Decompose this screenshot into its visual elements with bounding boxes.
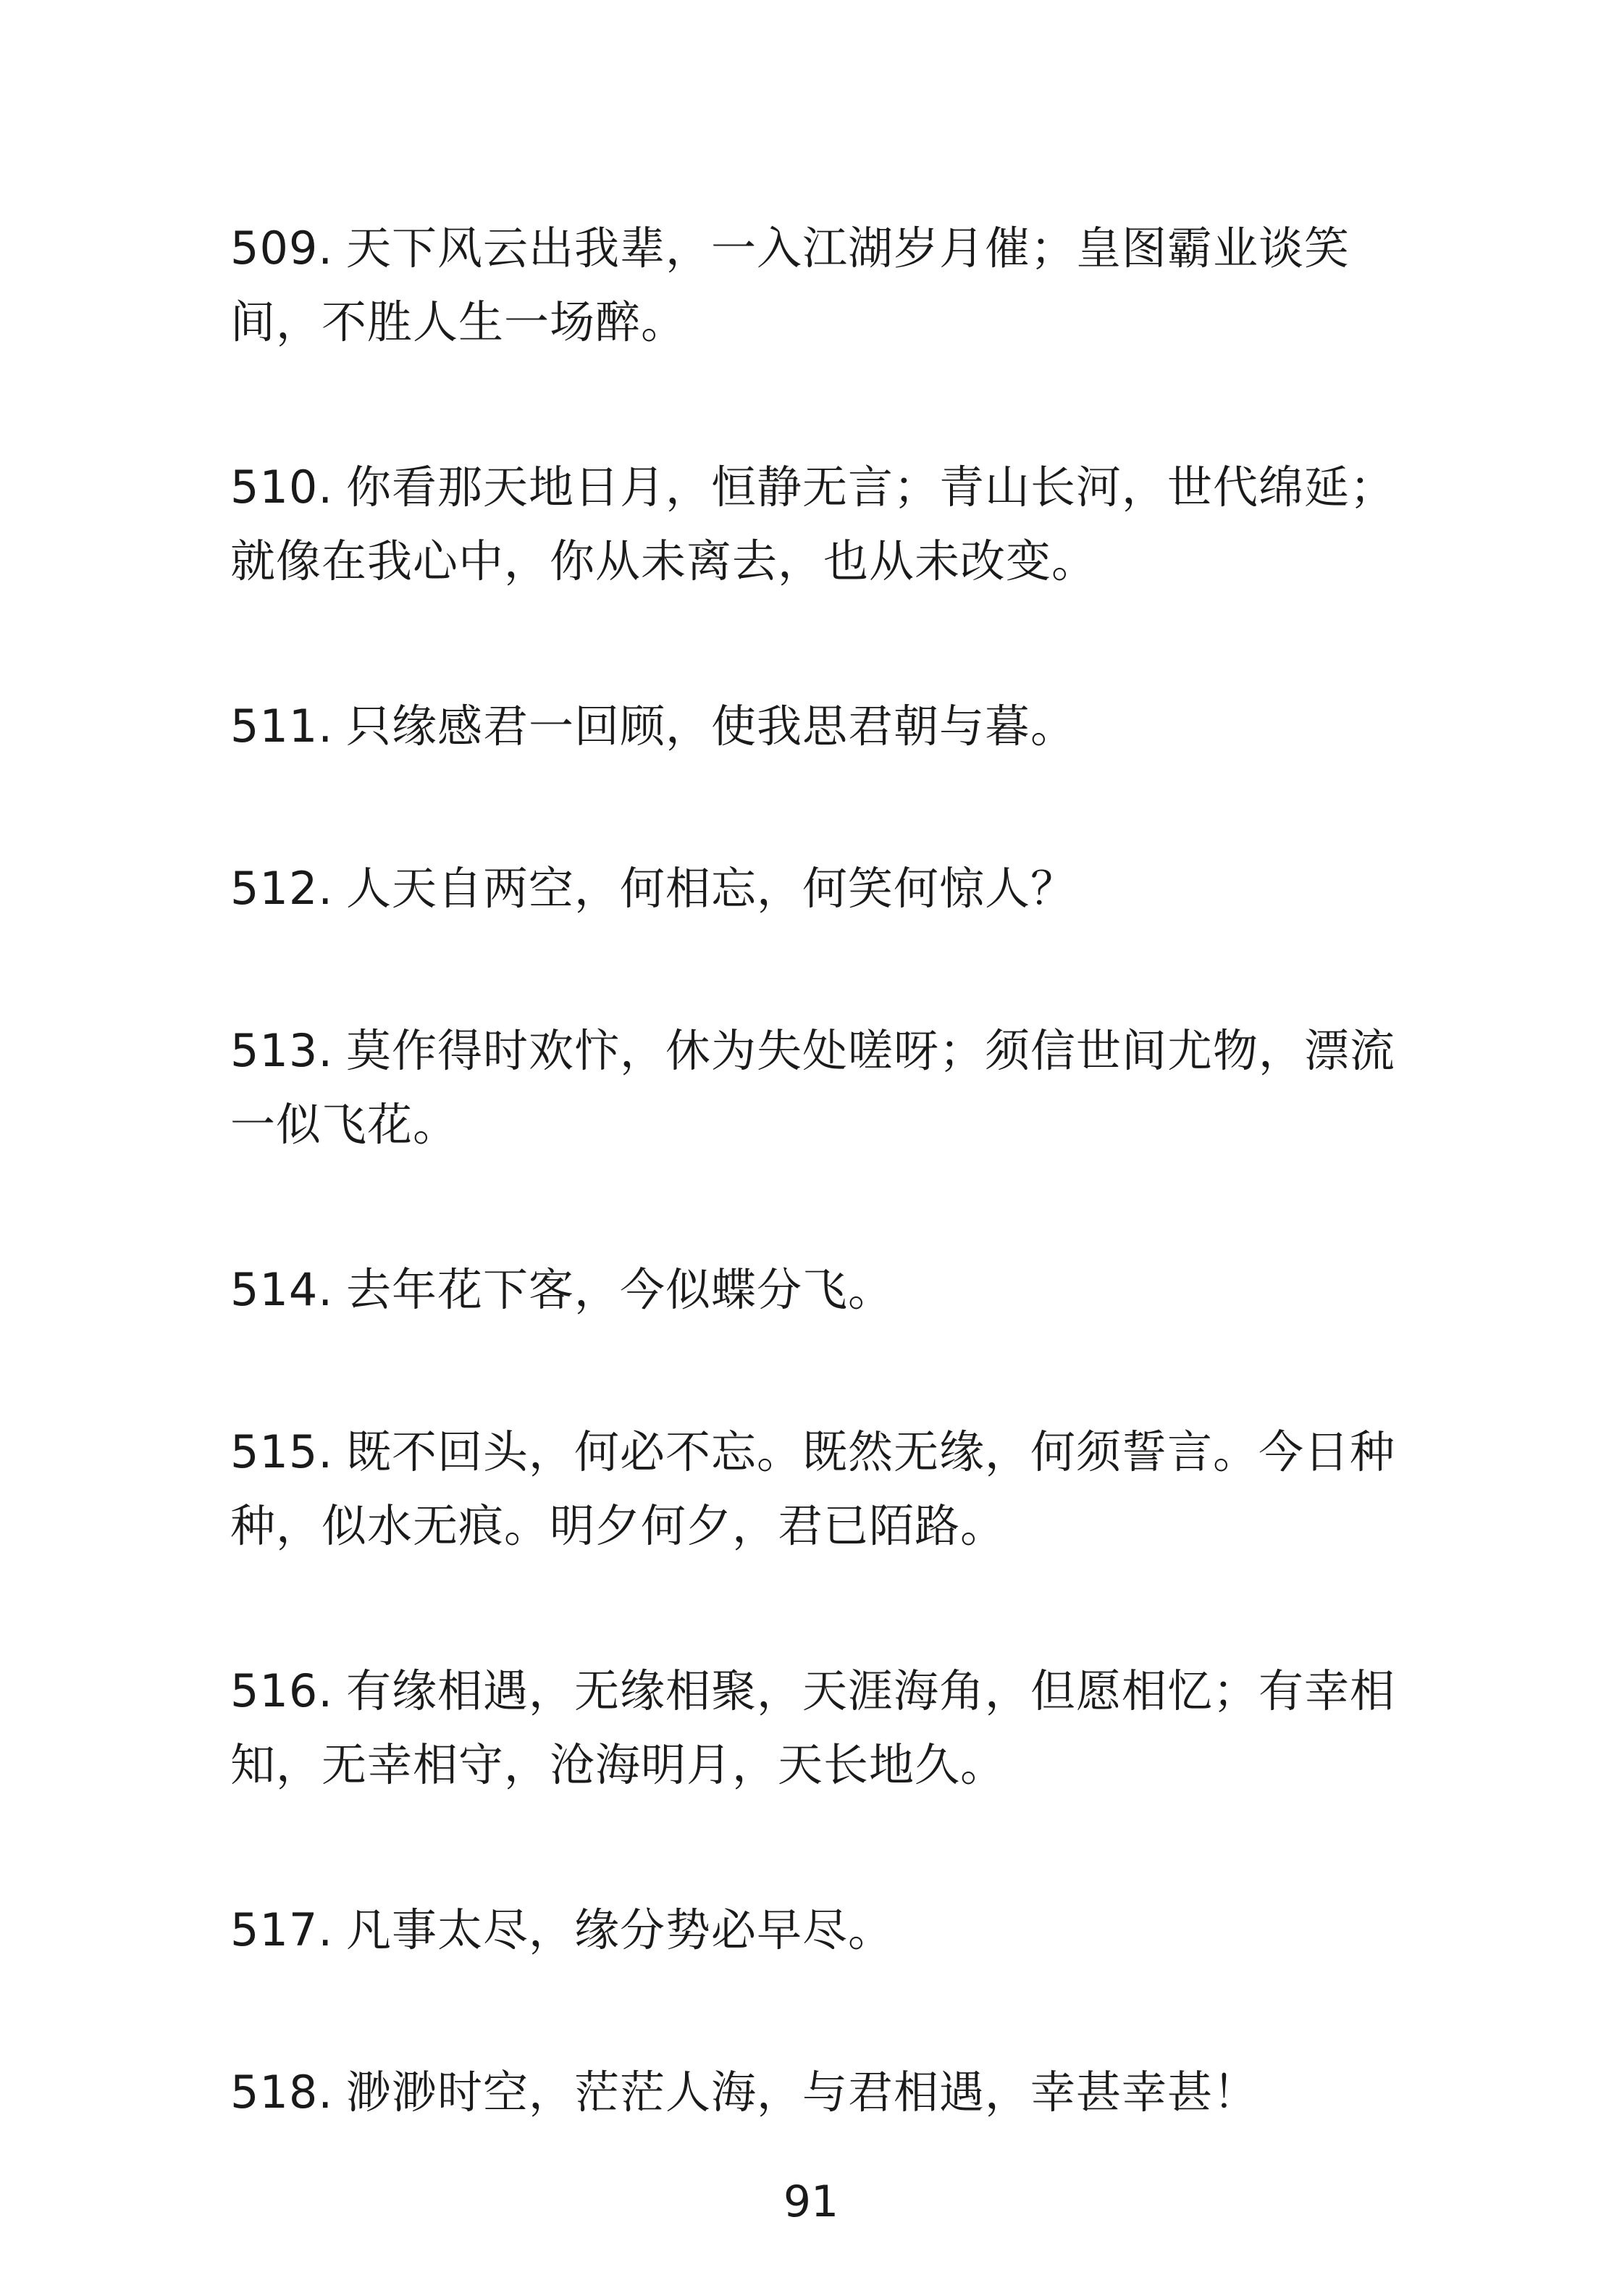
entry-text: 莫作得时欢忭，休为失处嗟呀；须信世间尤物，漂流一似飞花。 — [230, 1024, 1396, 1151]
entry-text: 既不回头，何必不忘。既然无缘，何须誓言。今日种种，似水无痕。明夕何夕，君已陌路。 — [230, 1425, 1396, 1552]
entry-text: 你看那天地日月，恒静无言；青山长河，世代绵延；就像在我心中，你从未离去，也从未改变。 — [230, 461, 1396, 587]
entry-516 — [230, 1654, 1418, 1802]
entry-517 — [230, 1893, 1418, 1967]
entry-number: 516. — [230, 1664, 334, 1717]
entry-518 — [230, 2056, 1418, 2129]
entry-text: 渺渺时空，茫茫人海，与君相遇，幸甚幸甚！ — [346, 2066, 1259, 2119]
page-number: 91 — [783, 2176, 839, 2227]
entry-text: 只缘感君一回顾，使我思君朝与暮。 — [346, 700, 1077, 753]
entry-text: 天下风云出我辈，一入江湖岁月催；皇图霸业谈笑间，不胜人生一场醉。 — [230, 222, 1350, 348]
entry-number: 518. — [230, 2066, 334, 2119]
entry-text: 凡事太尽，缘分势必早尽。 — [346, 1903, 894, 1956]
entry-512 — [230, 852, 1418, 926]
entry-number: 509. — [230, 222, 334, 275]
entry-number: 514. — [230, 1263, 334, 1316]
entry-number: 513. — [230, 1024, 334, 1077]
entry-514 — [230, 1253, 1418, 1327]
entry-text: 人天自两空，何相忘，何笑何惊人？ — [346, 862, 1077, 915]
entry-text: 去年花下客，今似蝶分飞。 — [346, 1263, 894, 1316]
entry-text: 有缘相遇，无缘相聚，天涯海角，但愿相忆；有幸相知，无幸相守，沧海明月，天长地久。 — [230, 1664, 1396, 1791]
entry-number: 511. — [230, 700, 334, 753]
entry-511 — [230, 690, 1418, 763]
entry-513 — [230, 1014, 1418, 1162]
entry-number: 515. — [230, 1425, 334, 1478]
entry-number: 510. — [230, 461, 334, 514]
entry-510 — [230, 451, 1418, 598]
entry-number: 517. — [230, 1903, 334, 1956]
entry-509 — [230, 211, 1418, 359]
entry-number: 512. — [230, 862, 334, 915]
entry-515 — [230, 1415, 1418, 1563]
